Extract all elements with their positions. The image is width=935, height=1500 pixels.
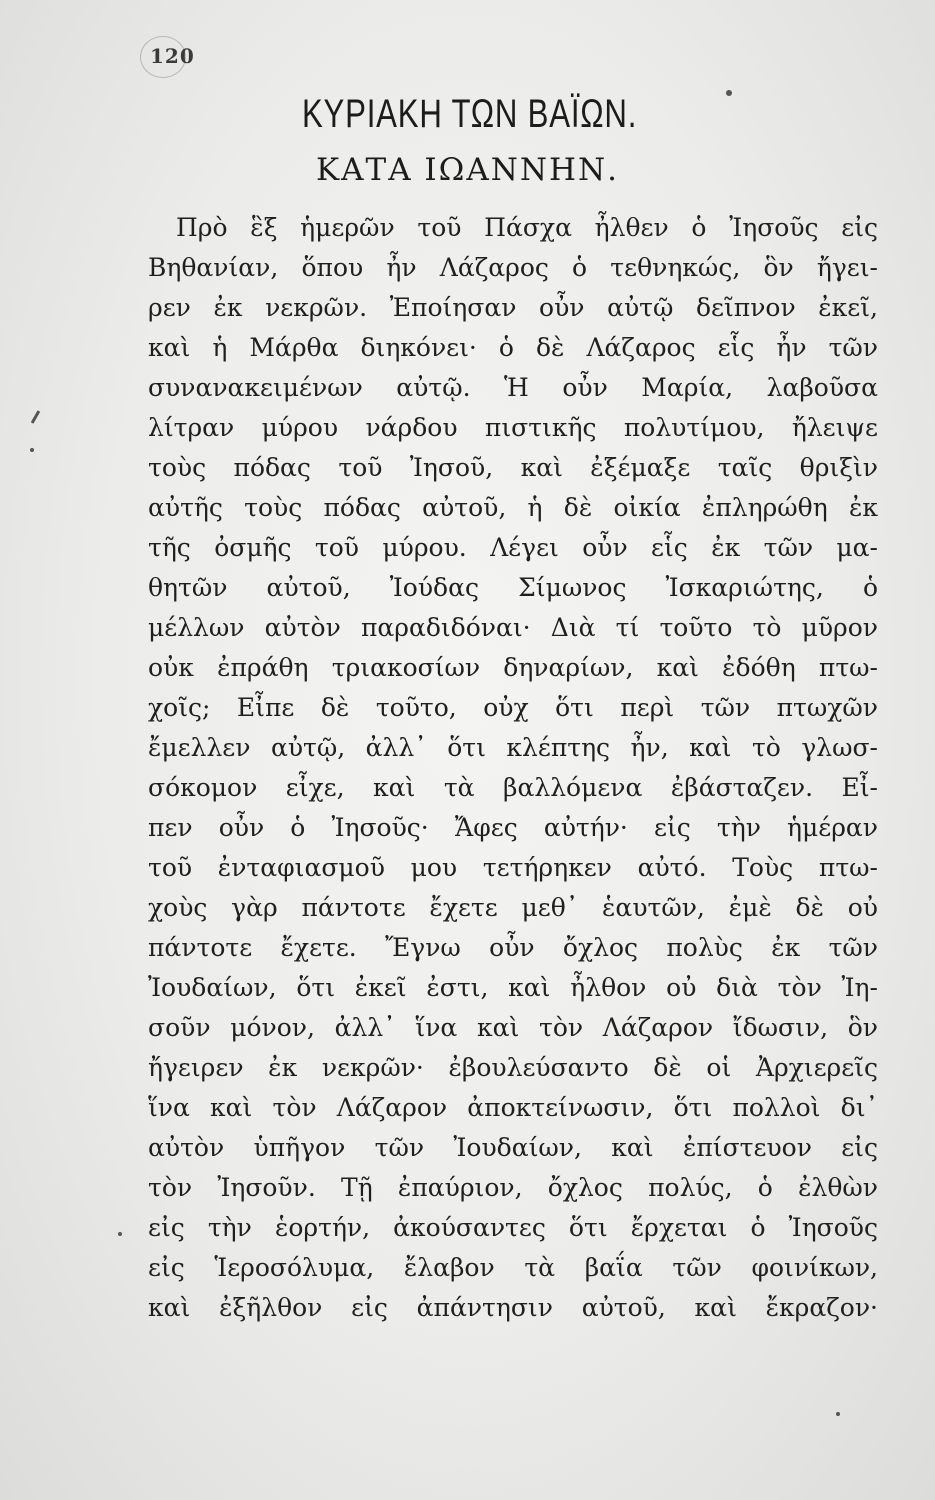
margin-mark [31,410,41,424]
text-line: λίτραν μύρου νάρδου πιστικῆς πολυτίμου, ἤλειψε [148,413,878,442]
text-line: μέλλων αὐτὸν παραδιδόναι· Διὰ τί τοῦτο τὸ μῦρον [148,613,878,642]
text-line: χοῖς; Εἶπε δὲ τοῦτο, οὐχ ὅτι περὶ τῶν πτωχῶν [148,693,878,722]
text-line: Βηθανίαν, ὅπου ἦν Λάζαρος ὁ τεθνηκώς, ὃν ἤγει- [148,253,878,282]
text-line: οὐκ ἐπράθη τριακοσίων δηναρίων, καὶ ἐδόθη πτω- [148,653,878,682]
text-line: σοῦν μόνον, ἀλλ᾽ ἵνα καὶ τὸν Λάζαρον ἴδωσιν, ὃν [148,1013,878,1042]
ink-speck [836,1412,840,1416]
text-line: θητῶν αὐτοῦ, Ἰούδας Σίμωνος Ἰσκαριώτης, ὁ [148,573,878,602]
text-line: σόκομον εἶχε, καὶ τὰ βαλλόμενα ἐβάσταζεν. Εἶ- [148,773,878,802]
text-line: καὶ ἡ Μάρθα διηκόνει· ὁ δὲ Λάζαρος εἷς ἦν τῶν [148,333,878,362]
text-line: Πρὸ ἓξ ἡμερῶν τοῦ Πάσχα ἦλθεν ὁ Ἰησοῦς εἰς [176,213,878,242]
page-number: 120 [150,44,195,68]
text-line: τοῦ ἐνταφιασμοῦ μου τετήρηκεν αὐτό. Τοὺς πτω- [148,853,878,882]
text-line: αὐτὸν ὑπῆγον τῶν Ἰουδαίων, καὶ ἐπίστευον εἰς [148,1133,878,1162]
text-line: Ἰουδαίων, ὅτι ἐκεῖ ἐστι, καὶ ἦλθον οὐ διὰ τὸν Ἰη- [148,973,878,1002]
text-line: πάντοτε ἔχετε. Ἔγνω οὖν ὄχλος πολὺς ἐκ τῶν [148,933,878,962]
text-line: εἰς Ἱεροσόλυμα, ἔλαβον τὰ βαΐα τῶν φοινίκων, [148,1253,878,1282]
text-line: εἰς τὴν ἑορτήν, ἀκούσαντες ὅτι ἔρχεται ὁ Ἰησοῦς [148,1213,878,1242]
text-line: τὸν Ἰησοῦν. Τῇ ἐπαύριον, ὄχλος πολύς, ὁ ἐλθὼν [148,1173,878,1202]
ink-speck [30,448,34,452]
text-line: ἵνα καὶ τὸν Λάζαρον ἀποκτείνωσιν, ὅτι πολλοὶ δι᾽ [148,1093,878,1122]
text-line: τοὺς πόδας τοῦ Ἰησοῦ, καὶ ἐξέμαξε ταῖς θριξὶν [148,453,878,482]
page-subtitle: ΚΑΤΑ ΙΩΑΝΝΗΝ. [315,152,620,188]
text-line: ἤγειρεν ἐκ νεκρῶν· ἐβουλεύσαντο δὲ οἱ Ἀρχιερεῖς [148,1053,878,1082]
page-title: ΚΥΡΙΑΚΗ ΤΩΝ ΒΑΪΩΝ. [301,92,638,136]
text-line: ρεν ἐκ νεκρῶν. Ἐποίησαν οὖν αὐτῷ δεῖπνον ἐκεῖ, [148,293,878,322]
text-line: πεν οὖν ὁ Ἰησοῦς· Ἄφες αὐτήν· εἰς τὴν ἡμέραν [148,813,878,842]
ink-speck [118,1232,122,1236]
body-text [148,208,878,1328]
text-line: τῆς ὀσμῆς τοῦ μύρου. Λέγει οὖν εἷς ἐκ τῶν μα- [148,533,878,562]
text-line: χοὺς γὰρ πάντοτε ἔχετε μεθ᾽ ἑαυτῶν, ἐμὲ δὲ οὐ [148,893,878,922]
text-line: αὐτῆς τοὺς πόδας αὐτοῦ, ἡ δὲ οἰκία ἐπληρώθη ἐκ [148,493,878,522]
text-line: ἔμελλεν αὐτῷ, ἀλλ᾽ ὅτι κλέπτης ἦν, καὶ τὸ γλωσ- [148,733,878,762]
text-line: συνανακειμένων αὐτῷ. Ἡ οὖν Μαρία, λαβοῦσα [148,373,878,402]
text-line: καὶ ἐξῆλθον εἰς ἀπάντησιν αὐτοῦ, καὶ ἔκραζον· [148,1293,878,1322]
